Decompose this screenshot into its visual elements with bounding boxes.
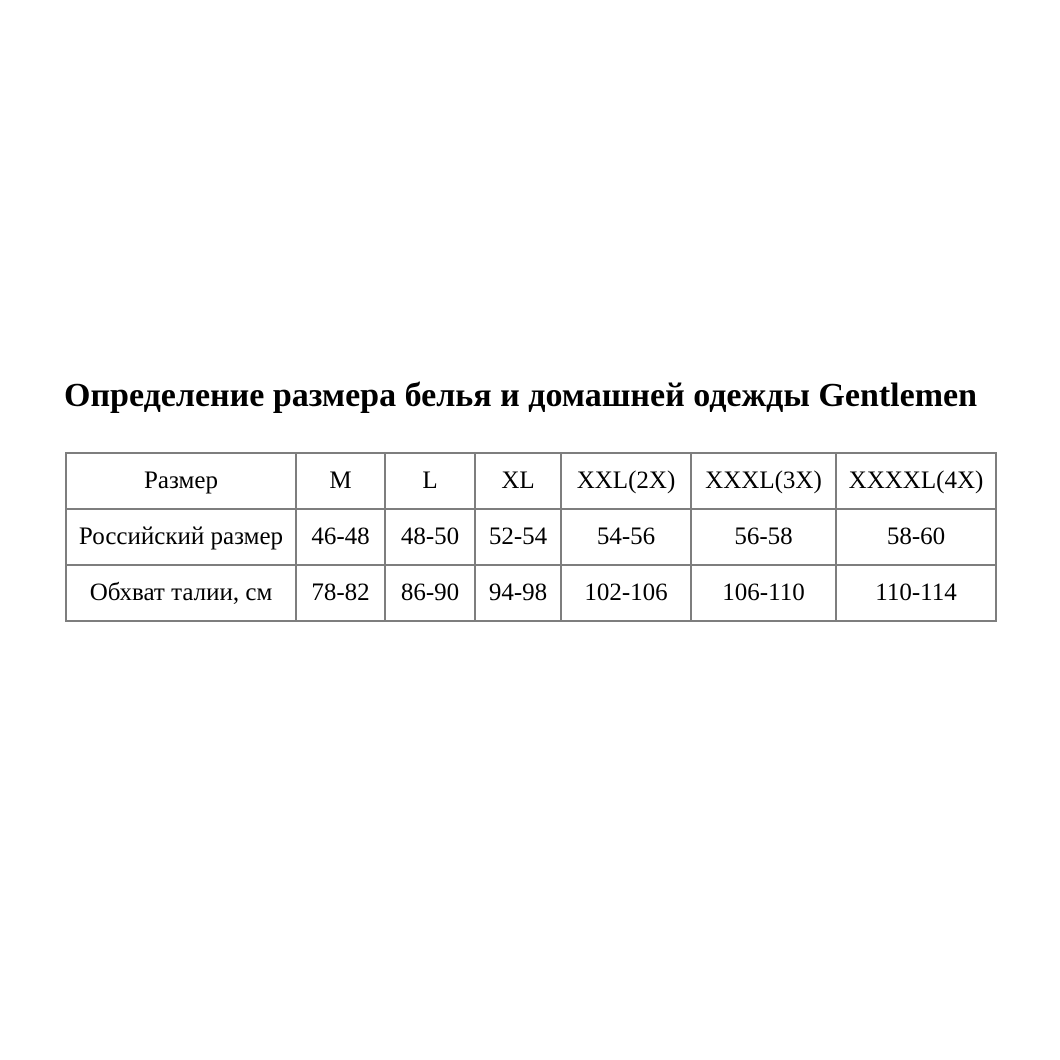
header-cell-xxxl: XXXL(3X)	[691, 453, 836, 509]
header-cell-m: M	[296, 453, 385, 509]
value-cell: 48-50	[385, 509, 475, 565]
row-label-russian-size: Российский размер	[66, 509, 296, 565]
table-row-waist	[66, 565, 996, 621]
value-cell: 58-60	[836, 509, 996, 565]
header-cell-xxl: XXL(2X)	[561, 453, 691, 509]
header-cell-size-label: Размер	[66, 453, 296, 509]
size-table	[65, 452, 997, 622]
header-cell-xl: XL	[475, 453, 561, 509]
header-cell-l: L	[385, 453, 475, 509]
value-cell: 54-56	[561, 509, 691, 565]
value-cell: 86-90	[385, 565, 475, 621]
value-cell: 106-110	[691, 565, 836, 621]
value-cell: 78-82	[296, 565, 385, 621]
value-cell: 56-58	[691, 509, 836, 565]
value-cell: 102-106	[561, 565, 691, 621]
value-cell: 52-54	[475, 509, 561, 565]
header-cell-xxxxl: XXXXL(4X)	[836, 453, 996, 509]
value-cell: 46-48	[296, 509, 385, 565]
header-row	[66, 453, 996, 509]
page-title: Определение размера белья и домашней одежды Gentlemen	[64, 377, 978, 414]
value-cell: 94-98	[475, 565, 561, 621]
value-cell: 110-114	[836, 565, 996, 621]
row-label-waist: Обхват талии, см	[66, 565, 296, 621]
table-row-russian-size	[66, 509, 996, 565]
